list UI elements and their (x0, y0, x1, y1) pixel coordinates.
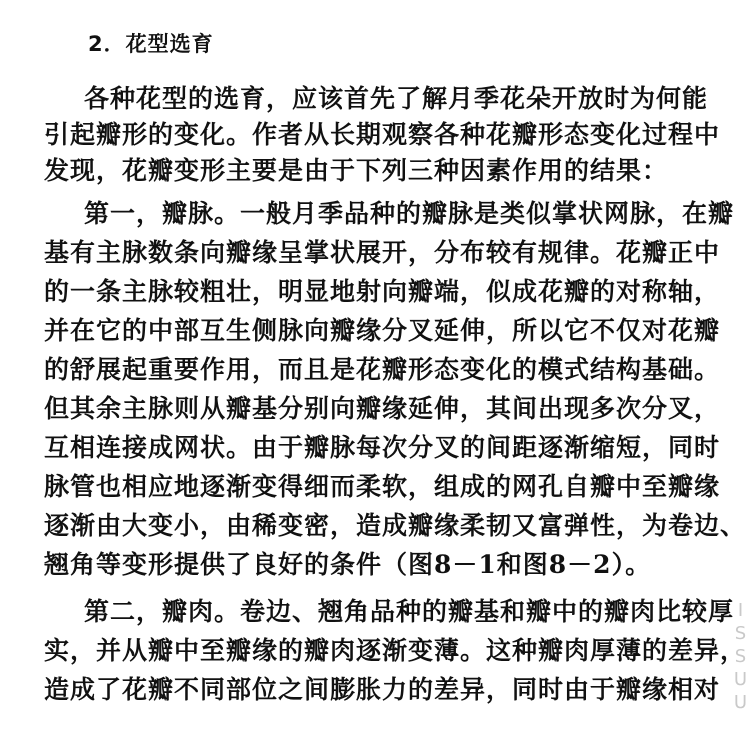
paragraph-line: 各种花型的选育，应该首先了解月季花朵开放时为何能 (84, 84, 709, 113)
paragraph-line: 第一，瓣脉。一般月季品种的瓣脉是类似掌状网脉，在瓣 (84, 199, 735, 228)
paragraph-line: 逐渐由大变小，由稀变密，造成瓣缘柔韧又富弹性，为卷边、 (44, 511, 747, 540)
paragraph-line: 造成了花瓣不同部位之间膨胀力的差异，同时由于瓣缘相对 (44, 675, 721, 704)
paragraph-line: 但其余主脉则从瓣基分别向瓣缘延伸，其间出现多次分叉， (44, 394, 721, 423)
paragraph-line: 翘角等变形提供了良好的条件（图8－1和图8－2）。 (44, 550, 652, 579)
paragraph-line: 并在它的中部互生侧脉向瓣缘分叉延伸，所以它不仅对花瓣 (44, 316, 721, 345)
paragraph-line: 基有主脉数条向瓣缘呈掌状展开，分布较有规律。花瓣正中 (44, 238, 721, 267)
paragraph-line: 引起瓣形的变化。作者从长期观察各种花瓣形态变化过程中 (44, 120, 721, 149)
paragraph-line: 脉管也相应地逐渐变得细而柔软，组成的网孔自瓣中至瓣缘 (44, 472, 721, 501)
paragraph-line: 第二，瓣肉。卷边、翘角品种的瓣基和瓣中的瓣肉比较厚 (84, 597, 735, 626)
paragraph-line: 发现，花瓣变形主要是由于下列三种因素作用的结果： (44, 156, 669, 185)
paragraph-line: 互相连接成网状。由于瓣脉每次分叉的间距逐渐缩短，同时 (44, 433, 721, 462)
watermark: ISSUU (730, 600, 751, 715)
paragraph-line: 的舒展起重要作用，而且是花瓣形态变化的模式结构基础。 (44, 355, 721, 384)
paragraph-line: 的一条主脉较粗壮，明显地射向瓣端，似成花瓣的对称轴， (44, 277, 721, 306)
section-heading: 2．花型选育 (88, 32, 214, 56)
paragraph-line: 实，并从瓣中至瓣缘的瓣肉逐渐变薄。这种瓣肉厚薄的差异， (44, 636, 747, 665)
